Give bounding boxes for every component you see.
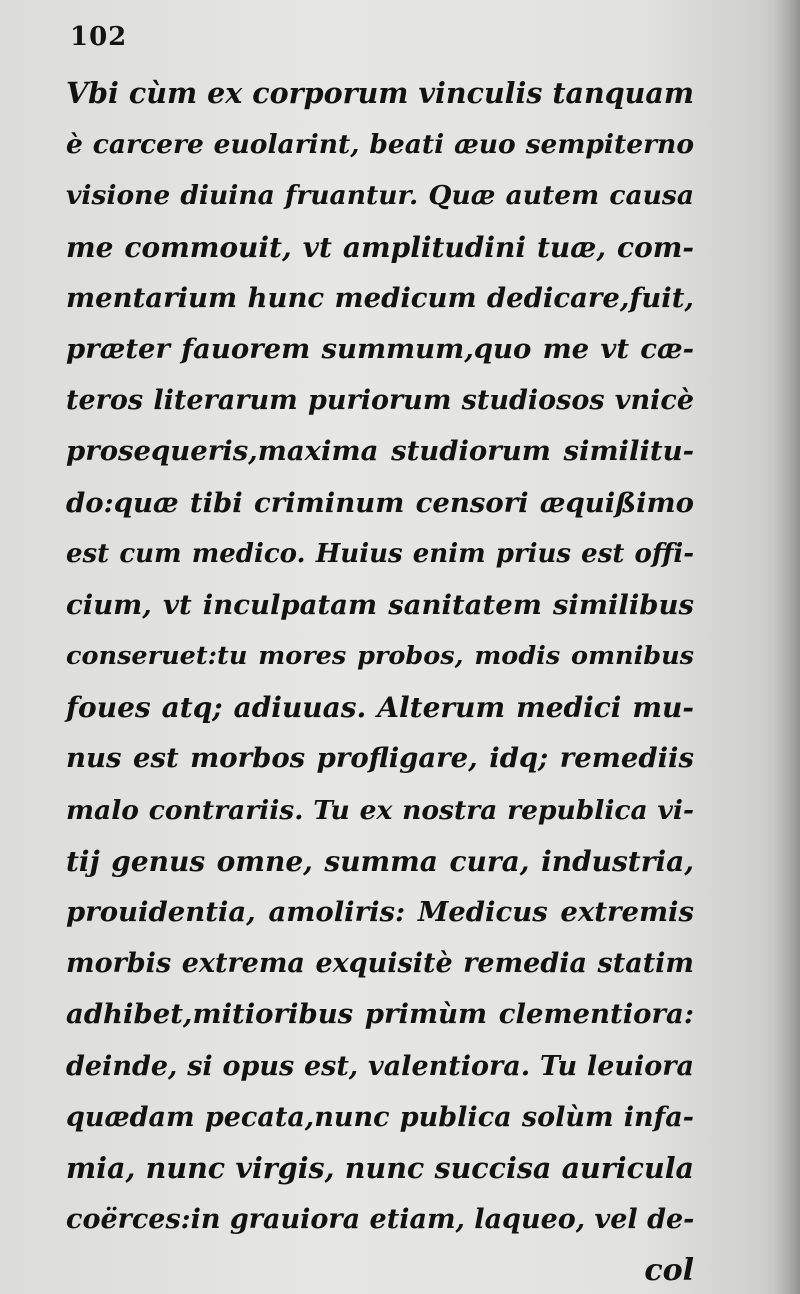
text-line: coërces:in grauiora etiam, laqueo, vel de- xyxy=(66,1204,695,1236)
text-line: præter fauorem summum,quo me vt cæ- xyxy=(66,332,694,365)
text-line: teros literarum puriorum studiosos vnicè xyxy=(66,385,694,417)
text-line: Vbi cùm ex corporum vinculis tanquam xyxy=(66,76,694,110)
text-line: cium, vt inculpatam sanitatem similibus xyxy=(66,588,694,621)
text-line: prosequeris,maxima studiorum similitu- xyxy=(66,435,694,468)
text-line: nus est morbos profligare, idq; remediis xyxy=(66,742,694,775)
text-line: quædam pecata,nunc publica solùm infa- xyxy=(66,1101,694,1133)
text-line: è carcere euolarint, beati æuo sempiterno xyxy=(66,129,694,161)
text-line: conseruet:tu mores probos, modis omnibus xyxy=(66,641,694,672)
text-line: est cum medico. Huius enim prius est offi- xyxy=(66,538,694,569)
text-line: tij genus omne, summa cura, industria, xyxy=(66,844,694,878)
text-line: morbis extrema exquisitè remedia statim xyxy=(66,948,694,980)
text-line: mentarium hunc medicum dedicare,fuit, xyxy=(66,281,694,314)
text-line: malo contrariis. Tu ex nostra republica vi- xyxy=(66,794,694,826)
catchword: col xyxy=(644,1253,694,1289)
text-line: foues atq; adiuuas. Alterum medici mu- xyxy=(66,691,694,725)
text-line: me commouit, vt amplitudini tuæ, com- xyxy=(66,230,694,264)
text-line: adhibet,mitioribus primùm clementiora: xyxy=(66,998,694,1031)
text-line: visione diuina fruantur. Quæ autem causa xyxy=(66,180,694,212)
text-line: mia, nunc virgis, nunc succisa auricula xyxy=(66,1150,694,1185)
text-line: do:quæ tibi criminum censori æquißimo xyxy=(66,486,694,519)
body-text xyxy=(66,68,694,1294)
page-number: 102 xyxy=(70,22,128,52)
text-line: prouidentia, amoliris: Medicus extremis xyxy=(66,896,694,928)
text-line: deinde, si opus est, valentiora. Tu leuiora xyxy=(66,1050,694,1082)
page-edge-shadow xyxy=(774,0,800,1294)
